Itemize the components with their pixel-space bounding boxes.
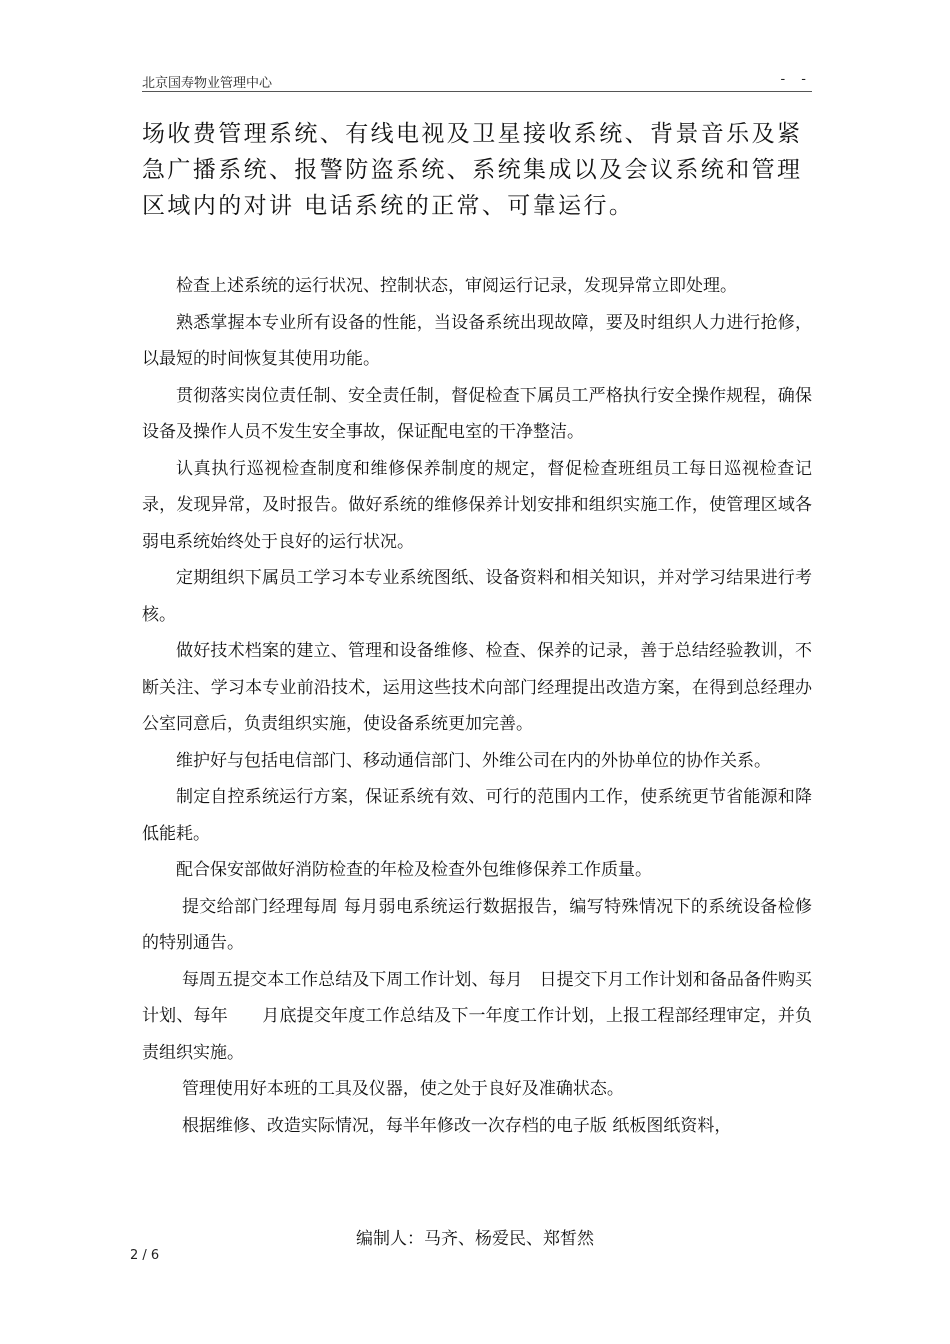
paragraph: 熟悉掌握本专业所有设备的性能，当设备系统出现故障，要及时组织人力进行抢修，以最短的时间恢复其使用功能。 (142, 312, 812, 369)
page-number: 2 / 6 (130, 1248, 160, 1263)
lead-line: 急广播系统、报警防盗系统、系统集成以及会议系统和管理 (142, 157, 803, 183)
lead-line: 场收费管理系统、有线电视及卫星接收系统、背景音乐及紧 (142, 121, 803, 147)
paragraph: 维护好与包括电信部门、移动通信部门、外维公司在内的外协单位的协作关系。 (176, 750, 771, 771)
lead-line: 区域内的对讲 电话系统的正常、可靠运行。 (142, 193, 635, 219)
paragraph: 贯彻落实岗位责任制、安全责任制，督促检查下属员工严格执行安全操作规程，确保设备及操作人员不发生安全事故，保证配电室的干净整洁。 (142, 385, 812, 442)
footer-editors: 编制人：马齐、杨爱民、郑皙然 (356, 1229, 594, 1249)
paragraph: 根据维修、改造实际情况，每半年修改一次存档的电子版 纸板图纸资料， (181, 1115, 732, 1136)
header-dashes: - - (780, 72, 812, 87)
paragraph: 做好技术档案的建立、管理和设备维修、检查、保养的记录，善于总结经验教训，不断关注、学习本专业前沿技术，运用这些技术向部门经理提出改造方案，在得到总经理办公室同意后，负责组织实施，使设备系统更加完善。 (142, 641, 812, 734)
paragraph: 每周五提交本工作总结及下周工作计划、每月 日提交下月工作计划和备品备件购买计划、每年 月底提交年度工作总结及下一年度工作计划，上报工程部经理审定，并负责组织实施。 (142, 969, 812, 1063)
document-body (142, 268, 812, 1144)
lead-text-block (142, 116, 812, 224)
paragraph: 检查上述系统的运行状况、控制状态，审阅运行记录，发现异常立即处理。 (176, 276, 737, 296)
paragraph: 提交给部门经理每周 每月弱电系统运行数据报告，编写特殊情况下的系统设备检修的特别通告。 (142, 896, 812, 953)
page-header (142, 72, 812, 92)
header-organization: 北京国寿物业管理中心 (142, 76, 273, 91)
paragraph: 制定自控系统运行方案，保证系统有效、可行的范围内工作，使系统更节省能源和降低能耗。 (142, 787, 812, 844)
paragraph: 配合保安部做好消防检查的年检及检查外包维修保养工作质量。 (176, 860, 652, 880)
paragraph: 认真执行巡视检查制度和维修保养制度的规定，督促检查班组员工每日巡视检查记录，发现异常，及时报告。做好系统的维修保养计划安排和组织实施工作，使管理区域各弱电系统始终处于良好的运行状况。 (142, 458, 812, 552)
header-divider (142, 91, 812, 92)
paragraph: 管理使用好本班的工具及仪器，使之处于良好及准确状态。 (181, 1079, 624, 1099)
paragraph: 定期组织下属员工学习本专业系统图纸、设备资料和相关知识，并对学习结果进行考核。 (142, 568, 812, 625)
